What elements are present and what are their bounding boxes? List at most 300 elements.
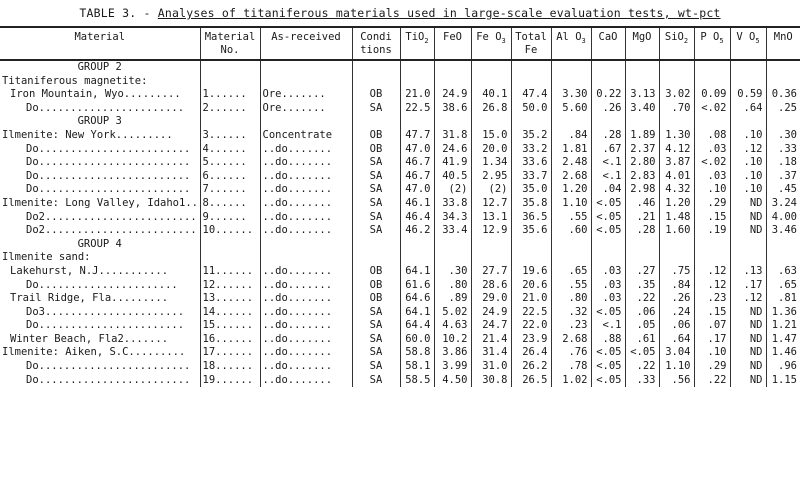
table-row	[0, 319, 800, 333]
cell-fe2o3: 31.4	[471, 346, 511, 360]
header-tio2: TiO$_2$	[400, 27, 434, 60]
cell-mno: 3.46	[766, 224, 800, 238]
cell-mgo: .33	[625, 374, 659, 388]
cell-fe2o3: 21.4	[471, 333, 511, 347]
cell-asr: ..do.......	[260, 374, 352, 388]
cell-sio2: 4.01	[659, 170, 694, 184]
table-row	[0, 360, 800, 374]
cell-asr	[260, 251, 352, 265]
cell-mno: .96	[766, 360, 800, 374]
cell-mno: 1.47	[766, 333, 800, 347]
cell-v2o5: .10	[730, 129, 766, 143]
cell-no: 13......	[200, 292, 260, 306]
header-as-received: As-received	[260, 27, 352, 60]
cell-asr: ..do.......	[260, 360, 352, 374]
cell-material: Do.......................	[26, 319, 185, 332]
cell-asr: ..do.......	[260, 183, 352, 197]
cell-sio2: 1.10	[659, 360, 694, 374]
cell-mno: 0.36	[766, 88, 800, 102]
cell-material: Ilmenite: New York.........	[2, 128, 173, 141]
header-p2o5: P $O_5$	[694, 27, 730, 60]
cell-material: Do........................	[26, 373, 191, 386]
cell-al2o3: 2.48	[551, 156, 591, 170]
cell-cao: 0.22	[591, 88, 625, 102]
cell-cao	[591, 238, 625, 252]
cell-material: GROUP 2	[77, 61, 122, 73]
cell-no: 3......	[200, 129, 260, 143]
cell-mgo: 1.89	[625, 129, 659, 143]
cell-p2o5: .22	[694, 374, 730, 388]
cell-cao: .03	[591, 292, 625, 306]
cell-cao: <.05	[591, 211, 625, 225]
cell-v2o5	[730, 75, 766, 89]
cell-mgo: 2.80	[625, 156, 659, 170]
cell-no	[200, 115, 260, 129]
cell-asr	[260, 75, 352, 89]
cell-mno	[766, 75, 800, 89]
cell-fe2o3: 40.1	[471, 88, 511, 102]
cell-cao	[591, 60, 625, 75]
cell-no	[200, 251, 260, 265]
cell-feo	[434, 238, 471, 252]
cell-cond: SA	[352, 360, 400, 374]
cell-material: Ilmenite: Aiken, S.C.........	[2, 346, 186, 359]
cell-mno: .30	[766, 129, 800, 143]
cell-no: 12......	[200, 279, 260, 293]
cell-cond	[352, 115, 400, 129]
cell-fe2o3: 30.8	[471, 374, 511, 388]
cell-v2o5: ND	[730, 360, 766, 374]
cell-v2o5	[730, 238, 766, 252]
cell-no	[200, 60, 260, 75]
cell-feo: 3.99	[434, 360, 471, 374]
cell-cao: <.05	[591, 360, 625, 374]
group-header-row	[0, 115, 800, 129]
cell-fe: 21.0	[511, 292, 551, 306]
cell-asr: ..do.......	[260, 143, 352, 157]
cell-mno: .63	[766, 265, 800, 279]
cell-cond: SA	[352, 170, 400, 184]
cell-fe: 22.5	[511, 306, 551, 320]
cell-asr	[260, 238, 352, 252]
cell-fe: 50.0	[511, 102, 551, 116]
cell-p2o5	[694, 251, 730, 265]
cell-p2o5: .08	[694, 129, 730, 143]
header-total-fe: Total Fe	[511, 27, 551, 60]
cell-fe: 22.0	[511, 319, 551, 333]
cell-material: Do........................	[26, 142, 191, 155]
cell-mno	[766, 238, 800, 252]
cell-cao: <.05	[591, 197, 625, 211]
cell-fe2o3: 20.0	[471, 143, 511, 157]
cell-fe2o3: (2)	[471, 183, 511, 197]
table-header-row	[0, 27, 800, 60]
cell-al2o3: 1.20	[551, 183, 591, 197]
table-row	[0, 197, 800, 211]
cell-cao: .28	[591, 129, 625, 143]
cell-sio2: 1.48	[659, 211, 694, 225]
header-feo: FeO	[434, 27, 471, 60]
cell-tio2: 47.0	[400, 143, 434, 157]
cell-cond: SA	[352, 102, 400, 116]
table-row	[0, 102, 800, 116]
cell-material: Do........................	[26, 156, 191, 169]
cell-asr	[260, 115, 352, 129]
cell-mgo: .22	[625, 292, 659, 306]
cell-material: Iron Mountain, Wyo.........	[10, 88, 181, 101]
cell-v2o5	[730, 115, 766, 129]
cell-cao: .88	[591, 333, 625, 347]
table-body	[0, 60, 800, 387]
cell-cao: <.1	[591, 170, 625, 184]
cell-no: 8......	[200, 197, 260, 211]
cell-tio2: 46.7	[400, 170, 434, 184]
cell-material: Winter Beach, Fla2.......	[10, 332, 169, 345]
cell-tio2: 21.0	[400, 88, 434, 102]
cell-cao	[591, 115, 625, 129]
cell-sio2: 1.60	[659, 224, 694, 238]
cell-p2o5: .15	[694, 211, 730, 225]
cell-fe	[511, 251, 551, 265]
cell-asr: ..do.......	[260, 279, 352, 293]
cell-mno: .81	[766, 292, 800, 306]
cell-mno: 1.36	[766, 306, 800, 320]
cell-sio2: .24	[659, 306, 694, 320]
category-label-row	[0, 75, 800, 89]
table-row	[0, 279, 800, 293]
cell-p2o5: .07	[694, 319, 730, 333]
cell-tio2: 60.0	[400, 333, 434, 347]
table-row	[0, 170, 800, 184]
table-row	[0, 143, 800, 157]
cell-mgo	[625, 60, 659, 75]
cell-fe: 23.9	[511, 333, 551, 347]
cell-material: Do.......................	[26, 101, 185, 114]
cell-no: 5......	[200, 156, 260, 170]
cell-sio2: .26	[659, 292, 694, 306]
cell-p2o5: .19	[694, 224, 730, 238]
cell-mgo: 2.83	[625, 170, 659, 184]
cell-feo: 4.50	[434, 374, 471, 388]
cell-mgo: .61	[625, 333, 659, 347]
cell-al2o3: 2.68	[551, 170, 591, 184]
table-row	[0, 156, 800, 170]
cell-fe: 47.4	[511, 88, 551, 102]
cell-asr	[260, 60, 352, 75]
header-fe2o3: Fe $O_3$	[471, 27, 511, 60]
cell-p2o5: .29	[694, 197, 730, 211]
cell-fe: 36.5	[511, 211, 551, 225]
table-row	[0, 374, 800, 388]
cell-no: 15......	[200, 319, 260, 333]
cell-material: Do2........................	[26, 210, 197, 223]
cell-feo	[434, 75, 471, 89]
cell-cao: <.05	[591, 224, 625, 238]
table-row	[0, 265, 800, 279]
cell-mno	[766, 60, 800, 75]
cell-sio2: .06	[659, 319, 694, 333]
cell-feo: 38.6	[434, 102, 471, 116]
table-row	[0, 306, 800, 320]
cell-v2o5: .10	[730, 170, 766, 184]
cell-fe: 20.6	[511, 279, 551, 293]
cell-tio2: 46.7	[400, 156, 434, 170]
cell-asr: Ore.......	[260, 88, 352, 102]
cell-al2o3: .78	[551, 360, 591, 374]
cell-mno: .37	[766, 170, 800, 184]
cell-tio2: 58.1	[400, 360, 434, 374]
cell-feo: .80	[434, 279, 471, 293]
cell-no: 2......	[200, 102, 260, 116]
cell-cao: <.05	[591, 374, 625, 388]
cell-cao	[591, 251, 625, 265]
cell-fe: 35.8	[511, 197, 551, 211]
cell-tio2: 64.4	[400, 319, 434, 333]
cell-sio2: .75	[659, 265, 694, 279]
cell-sio2: 3.87	[659, 156, 694, 170]
cell-fe2o3: 12.9	[471, 224, 511, 238]
cell-asr: ..do.......	[260, 265, 352, 279]
cell-fe: 26.5	[511, 374, 551, 388]
cell-cond: OB	[352, 129, 400, 143]
cell-cao: <.05	[591, 346, 625, 360]
cell-mno: 1.21	[766, 319, 800, 333]
table-row	[0, 211, 800, 225]
cell-fe2o3: 12.7	[471, 197, 511, 211]
table-row	[0, 88, 800, 102]
cell-al2o3: 3.30	[551, 88, 591, 102]
cell-material: Lakehurst, N.J...........	[10, 264, 169, 277]
cell-mgo: .21	[625, 211, 659, 225]
cell-fe2o3	[471, 60, 511, 75]
cell-cond: SA	[352, 374, 400, 388]
cell-mno: 3.24	[766, 197, 800, 211]
cell-p2o5: .10	[694, 346, 730, 360]
cell-sio2: .84	[659, 279, 694, 293]
cell-cond: SA	[352, 156, 400, 170]
cell-al2o3: 5.60	[551, 102, 591, 116]
cell-fe: 26.2	[511, 360, 551, 374]
cell-al2o3: .55	[551, 279, 591, 293]
cell-no: 4......	[200, 143, 260, 157]
cell-fe	[511, 115, 551, 129]
cell-sio2: 4.32	[659, 183, 694, 197]
header-sio2: SiO$_2$	[659, 27, 694, 60]
cell-cond: SA	[352, 211, 400, 225]
cell-tio2	[400, 238, 434, 252]
cell-sio2	[659, 115, 694, 129]
header-mno: MnO	[766, 27, 800, 60]
cell-mgo: .46	[625, 197, 659, 211]
cell-mgo: .05	[625, 319, 659, 333]
cell-p2o5	[694, 238, 730, 252]
cell-v2o5: ND	[730, 346, 766, 360]
cell-mno: .33	[766, 143, 800, 157]
cell-asr: Ore.......	[260, 102, 352, 116]
cell-al2o3: .84	[551, 129, 591, 143]
cell-fe2o3	[471, 251, 511, 265]
cell-mgo	[625, 75, 659, 89]
header-mgo: MgO	[625, 27, 659, 60]
cell-no: 14......	[200, 306, 260, 320]
cell-fe2o3: 24.9	[471, 306, 511, 320]
cell-asr: ..do.......	[260, 292, 352, 306]
cell-v2o5: 0.59	[730, 88, 766, 102]
cell-feo	[434, 60, 471, 75]
cell-tio2: 61.6	[400, 279, 434, 293]
cell-p2o5	[694, 75, 730, 89]
cell-mgo: .06	[625, 306, 659, 320]
cell-cond: SA	[352, 319, 400, 333]
cell-p2o5	[694, 60, 730, 75]
cell-feo: 33.4	[434, 224, 471, 238]
cell-p2o5: .10	[694, 183, 730, 197]
cell-p2o5: <.02	[694, 102, 730, 116]
cell-fe2o3	[471, 115, 511, 129]
cell-cond: SA	[352, 197, 400, 211]
cell-v2o5	[730, 60, 766, 75]
cell-material: Do........................	[26, 169, 191, 182]
cell-no: 6......	[200, 170, 260, 184]
cell-p2o5: .17	[694, 333, 730, 347]
cell-tio2: 46.2	[400, 224, 434, 238]
table-caption	[0, 6, 800, 20]
table-row	[0, 129, 800, 143]
cell-p2o5: .03	[694, 170, 730, 184]
cell-mgo	[625, 251, 659, 265]
cell-mno: .18	[766, 156, 800, 170]
cell-tio2: 46.4	[400, 211, 434, 225]
header-material: Material	[74, 31, 126, 43]
table-row	[0, 333, 800, 347]
header-v2o5: V $O_5$	[730, 27, 766, 60]
cell-p2o5: .15	[694, 306, 730, 320]
header-al2o3: Al $O_3$	[551, 27, 591, 60]
cell-asr: ..do.......	[260, 346, 352, 360]
cell-feo	[434, 115, 471, 129]
cell-feo: 40.5	[434, 170, 471, 184]
cell-v2o5: ND	[730, 211, 766, 225]
cell-fe	[511, 238, 551, 252]
cell-material: Do........................	[26, 183, 191, 196]
cell-no: 1......	[200, 88, 260, 102]
cell-v2o5: .13	[730, 265, 766, 279]
cell-cao: .03	[591, 265, 625, 279]
cell-al2o3: .23	[551, 319, 591, 333]
cell-mgo: 3.13	[625, 88, 659, 102]
header-cao: CaO	[591, 27, 625, 60]
cell-mno: .25	[766, 102, 800, 116]
category-label-row	[0, 251, 800, 265]
cell-asr: ..do.......	[260, 156, 352, 170]
cell-material: Ilmenite sand:	[2, 251, 91, 264]
cell-mgo: 2.98	[625, 183, 659, 197]
cell-fe2o3: 15.0	[471, 129, 511, 143]
cell-sio2	[659, 75, 694, 89]
cell-asr: ..do.......	[260, 306, 352, 320]
cell-fe	[511, 60, 551, 75]
cell-sio2: 1.30	[659, 129, 694, 143]
cell-p2o5: .29	[694, 360, 730, 374]
cell-fe2o3: 26.8	[471, 102, 511, 116]
cell-cao: <.05	[591, 306, 625, 320]
cell-feo: 5.02	[434, 306, 471, 320]
cell-no: 19......	[200, 374, 260, 388]
cell-sio2: 4.12	[659, 143, 694, 157]
cell-mno: 1.15	[766, 374, 800, 388]
table-caption-title: Analyses of titaniferous materials used in large-scale evaluation tests, wt-pct	[157, 6, 721, 20]
cell-no: 11......	[200, 265, 260, 279]
cell-cond: SA	[352, 224, 400, 238]
cell-v2o5: ND	[730, 374, 766, 388]
cell-cond: OB	[352, 143, 400, 157]
header-material-no: Material No.	[200, 27, 260, 60]
cell-p2o5: 0.09	[694, 88, 730, 102]
cell-p2o5: .12	[694, 265, 730, 279]
table-row	[0, 292, 800, 306]
cell-mno: 1.46	[766, 346, 800, 360]
cell-p2o5: <.02	[694, 156, 730, 170]
cell-fe: 35.0	[511, 183, 551, 197]
cell-asr: ..do.......	[260, 224, 352, 238]
cell-no: 7......	[200, 183, 260, 197]
cell-feo: 24.9	[434, 88, 471, 102]
cell-feo: 33.8	[434, 197, 471, 211]
cell-no: 9......	[200, 211, 260, 225]
header-conditions: Condi tions	[352, 27, 400, 60]
cell-feo: 4.63	[434, 319, 471, 333]
cell-feo: 10.2	[434, 333, 471, 347]
cell-tio2: 46.1	[400, 197, 434, 211]
cell-v2o5: ND	[730, 306, 766, 320]
cell-material: Trail Ridge, Fla.........	[10, 292, 169, 305]
cell-cond	[352, 238, 400, 252]
cell-sio2	[659, 251, 694, 265]
cell-tio2: 64.1	[400, 265, 434, 279]
cell-v2o5: .17	[730, 279, 766, 293]
cell-al2o3: 2.68	[551, 333, 591, 347]
analyses-table	[0, 26, 800, 387]
cell-mgo: .28	[625, 224, 659, 238]
cell-fe2o3: 31.0	[471, 360, 511, 374]
cell-fe: 19.6	[511, 265, 551, 279]
cell-al2o3: 1.81	[551, 143, 591, 157]
cell-feo: (2)	[434, 183, 471, 197]
cell-material: Do2........................	[26, 224, 197, 237]
cell-sio2	[659, 238, 694, 252]
cell-al2o3: .55	[551, 211, 591, 225]
cell-v2o5: .10	[730, 156, 766, 170]
cell-mgo: .27	[625, 265, 659, 279]
cell-tio2	[400, 251, 434, 265]
cell-material: Titaniferous magnetite:	[2, 74, 148, 87]
cell-material: Do3......................	[26, 305, 185, 318]
cell-fe2o3	[471, 238, 511, 252]
cell-sio2	[659, 60, 694, 75]
cell-feo: 31.8	[434, 129, 471, 143]
cell-no: 10......	[200, 224, 260, 238]
cell-asr: ..do.......	[260, 319, 352, 333]
cell-sio2: 3.04	[659, 346, 694, 360]
cell-mgo: <.05	[625, 346, 659, 360]
cell-fe2o3: 29.0	[471, 292, 511, 306]
cell-v2o5: ND	[730, 197, 766, 211]
table-row	[0, 346, 800, 360]
cell-feo: 3.86	[434, 346, 471, 360]
cell-v2o5: .12	[730, 292, 766, 306]
cell-tio2	[400, 115, 434, 129]
cell-no	[200, 75, 260, 89]
